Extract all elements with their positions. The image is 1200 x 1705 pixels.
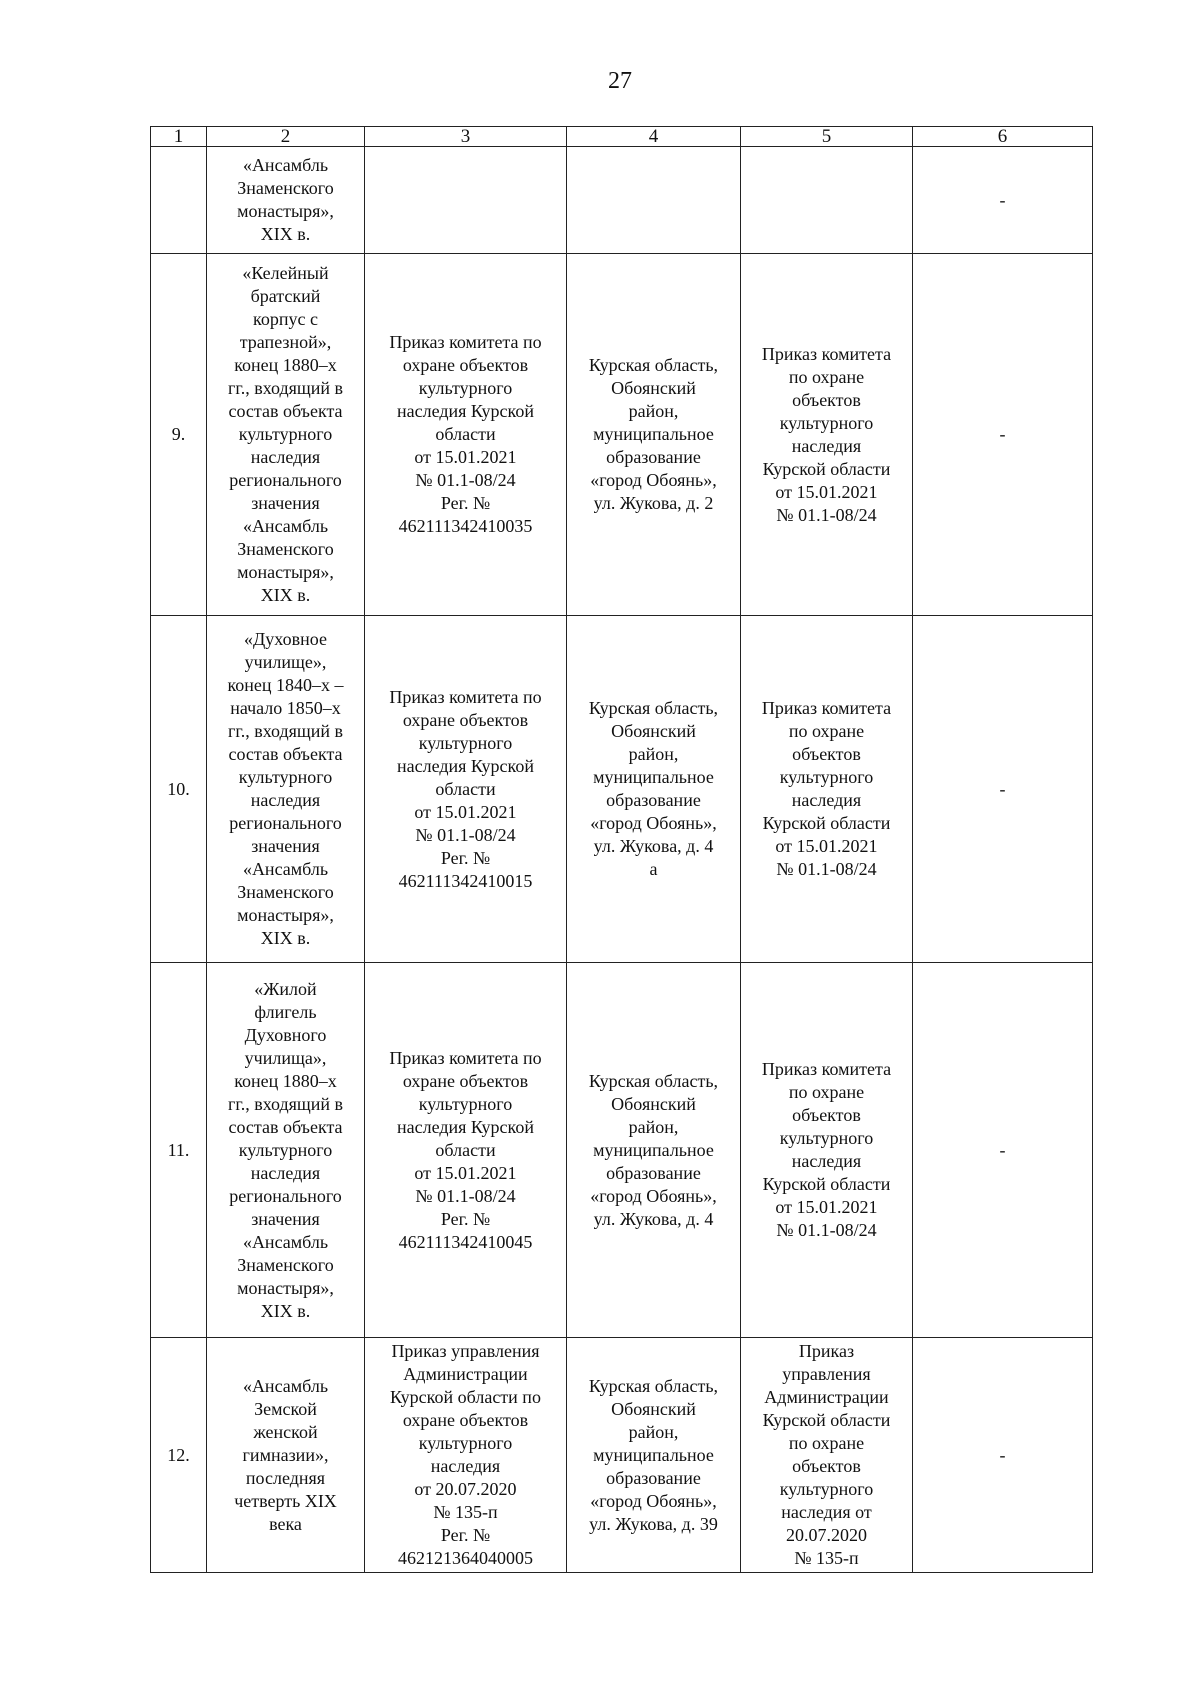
object-address: Курская область, Обоянский район, муниципальное образование «город Обоянь», ул. Жукова, д. 39 bbox=[567, 1338, 741, 1573]
object-address: Курская область, Обоянский район, муниципальное образование «город Обоянь», ул. Жукова, д. 4 bbox=[567, 963, 741, 1338]
column-header-4: 4 bbox=[567, 127, 741, 147]
row-number: 11. bbox=[151, 963, 207, 1338]
column-header-1: 1 bbox=[151, 127, 207, 147]
registration-document bbox=[365, 147, 567, 254]
row-number: 10. bbox=[151, 616, 207, 963]
table-row bbox=[151, 616, 1093, 963]
column-header-2: 2 bbox=[207, 127, 365, 147]
object-address: Курская область, Обоянский район, муниципальное образование «город Обоянь», ул. Жукова, д. 4 а bbox=[567, 616, 741, 963]
row-number: 12. bbox=[151, 1338, 207, 1573]
protection-document bbox=[741, 147, 913, 254]
row-number bbox=[151, 147, 207, 254]
registration-document: Приказ управления Администрации Курской области по охране объектов культурного наследия от 20.07.2020 № 135-п Рег. № 462121364040005 bbox=[365, 1338, 567, 1573]
table-row bbox=[151, 1338, 1093, 1573]
protection-document: Приказ комитета по охране объектов культурного наследия Курской области от 15.01.2021 № 01.1-08/24 bbox=[741, 963, 913, 1338]
protection-document: Приказ управления Администрации Курской области по охране объектов культурного наследия от 20.07.2020 № 135-п bbox=[741, 1338, 913, 1573]
note-cell: - bbox=[913, 1338, 1093, 1573]
registration-document: Приказ комитета по охране объектов культурного наследия Курской области от 15.01.2021 № 01.1-08/24 Рег. № 462111342410015 bbox=[365, 616, 567, 963]
table-row bbox=[151, 147, 1093, 254]
object-address: Курская область, Обоянский район, муниципальное образование «город Обоянь», ул. Жукова, д. 2 bbox=[567, 254, 741, 616]
object-address bbox=[567, 147, 741, 254]
registration-document: Приказ комитета по охране объектов культурного наследия Курской области от 15.01.2021 № 01.1-08/24 Рег. № 462111342410035 bbox=[365, 254, 567, 616]
table-row bbox=[151, 963, 1093, 1338]
column-header-5: 5 bbox=[741, 127, 913, 147]
registration-document: Приказ комитета по охране объектов культурного наследия Курской области от 15.01.2021 № 01.1-08/24 Рег. № 462111342410045 bbox=[365, 963, 567, 1338]
protection-document: Приказ комитета по охране объектов культурного наследия Курской области от 15.01.2021 № 01.1-08/24 bbox=[741, 254, 913, 616]
note-cell: - bbox=[913, 147, 1093, 254]
table-header-row bbox=[151, 127, 1093, 147]
column-header-6: 6 bbox=[913, 127, 1093, 147]
object-name: «Жилой флигель Духовного училища», конец 1880–х гг., входящий в состав объекта культурного наследия регионального значения «Ансамбль Знаменского монастыря», XIX в. bbox=[207, 963, 365, 1338]
object-name: «Ансамбль Земской женской гимназии», последняя четверть XIX века bbox=[207, 1338, 365, 1573]
note-cell: - bbox=[913, 616, 1093, 963]
column-header-3: 3 bbox=[365, 127, 567, 147]
heritage-registry-table bbox=[150, 126, 1093, 1573]
row-number: 9. bbox=[151, 254, 207, 616]
object-name: «Духовное училище», конец 1840–х – начало 1850–х гг., входящий в состав объекта культурного наследия регионального значения «Ансамбль Знаменского монастыря», XIX в. bbox=[207, 616, 365, 963]
object-name: «Ансамбль Знаменского монастыря», XIX в. bbox=[207, 147, 365, 254]
page-number: 27 bbox=[608, 68, 632, 94]
note-cell: - bbox=[913, 963, 1093, 1338]
object-name: «Келейный братский корпус с трапезной», конец 1880–х гг., входящий в состав объекта культурного наследия регионального значения «Ансамбль Знаменского монастыря», XIX в. bbox=[207, 254, 365, 616]
table-row bbox=[151, 254, 1093, 616]
protection-document: Приказ комитета по охране объектов культурного наследия Курской области от 15.01.2021 № 01.1-08/24 bbox=[741, 616, 913, 963]
note-cell: - bbox=[913, 254, 1093, 616]
